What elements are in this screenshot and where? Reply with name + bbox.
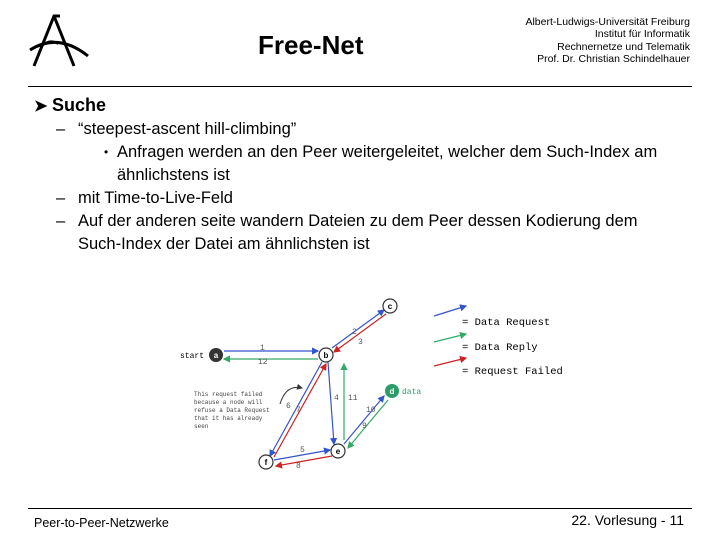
- edge-number: 7: [296, 406, 301, 415]
- footer-divider: [28, 508, 692, 509]
- slide-content: [34, 94, 694, 256]
- bullet-text: Suche: [52, 95, 107, 115]
- dash-bullet-icon: –: [56, 212, 66, 230]
- legend-failed-arrow: [434, 358, 466, 366]
- node-label: e: [335, 447, 341, 456]
- edge-number: 9: [362, 422, 367, 431]
- bullet-level2: [56, 187, 694, 210]
- institution-line: Albert-Ludwigs-Universität Freiburg: [525, 16, 690, 28]
- legend-reply: = Data Reply: [462, 342, 538, 354]
- note-line: This request failed: [194, 391, 263, 398]
- node-label: d: [389, 387, 395, 396]
- edge-number: 11: [348, 394, 358, 403]
- footer-course: Peer-to-Peer-Netzwerke: [34, 516, 169, 530]
- legend-failed: = Request Failed: [462, 366, 563, 378]
- start-label: start: [180, 352, 205, 361]
- dot-bullet-icon: •: [104, 145, 109, 159]
- institution-line: Rechnernetze und Telematik: [557, 40, 690, 53]
- edge-number: 2: [352, 328, 357, 337]
- institution-block: [525, 16, 690, 66]
- edge-e-d-request: [344, 396, 384, 444]
- bullet-level3: [104, 141, 694, 187]
- slide-title: Free-Net: [258, 30, 364, 60]
- legend-reply-arrow: [434, 334, 466, 342]
- bullet-text: Anfragen werden an den Peer weitergeleitet, welcher dem Such-Index am ähnlichstens ist: [117, 143, 658, 184]
- routing-diagram: [176, 292, 576, 476]
- legend-request-arrow: [434, 306, 466, 316]
- institution-line: Prof. Dr. Christian Schindelhauer: [537, 53, 690, 66]
- edge-number: 6: [286, 402, 291, 411]
- edge-number: 10: [366, 406, 376, 415]
- legend-request: = Data Request: [462, 317, 551, 329]
- bullet-level2: [56, 210, 694, 256]
- node-label: a: [213, 351, 219, 360]
- edge-number: 8: [296, 462, 301, 471]
- bullet-text: “steepest-ascent hill-climbing”: [78, 120, 297, 138]
- note-line: that it has already: [194, 415, 263, 422]
- edge-number: 5: [300, 446, 305, 455]
- note-line: because a node will: [194, 399, 263, 406]
- edge-e-f-failed: [276, 456, 332, 466]
- node-label: b: [323, 351, 329, 360]
- node-label: f: [264, 458, 268, 467]
- bullet-text: Auf der anderen seite wandern Dateien zu dem Peer dessen Kodierung dem Such-Index der Datei am ähnlichsten ist: [78, 212, 638, 253]
- edge-number: 1: [260, 344, 265, 353]
- institution-line: Institut für Informatik: [594, 28, 690, 41]
- edge-number: 12: [258, 358, 268, 367]
- data-label: data: [402, 388, 422, 397]
- note-arrow: [280, 387, 302, 404]
- note-line: refuse a Data Request: [194, 407, 270, 414]
- arrow-bullet-icon: ➤: [34, 98, 48, 115]
- footer-page: 22. Vorlesung - 11: [571, 512, 684, 528]
- bullet-level1: [34, 94, 694, 118]
- note-line: seen: [194, 423, 209, 430]
- edge-b-e-request: [328, 362, 334, 444]
- header-divider: [28, 86, 692, 87]
- dash-bullet-icon: –: [56, 120, 66, 138]
- dash-bullet-icon: –: [56, 189, 66, 207]
- node-label: c: [387, 302, 393, 311]
- university-logo: [28, 10, 90, 68]
- edge-number: 4: [334, 394, 339, 403]
- bullet-level2: [56, 118, 694, 141]
- edge-number: 3: [358, 338, 363, 347]
- bullet-text: mit Time-to-Live-Feld: [78, 189, 233, 207]
